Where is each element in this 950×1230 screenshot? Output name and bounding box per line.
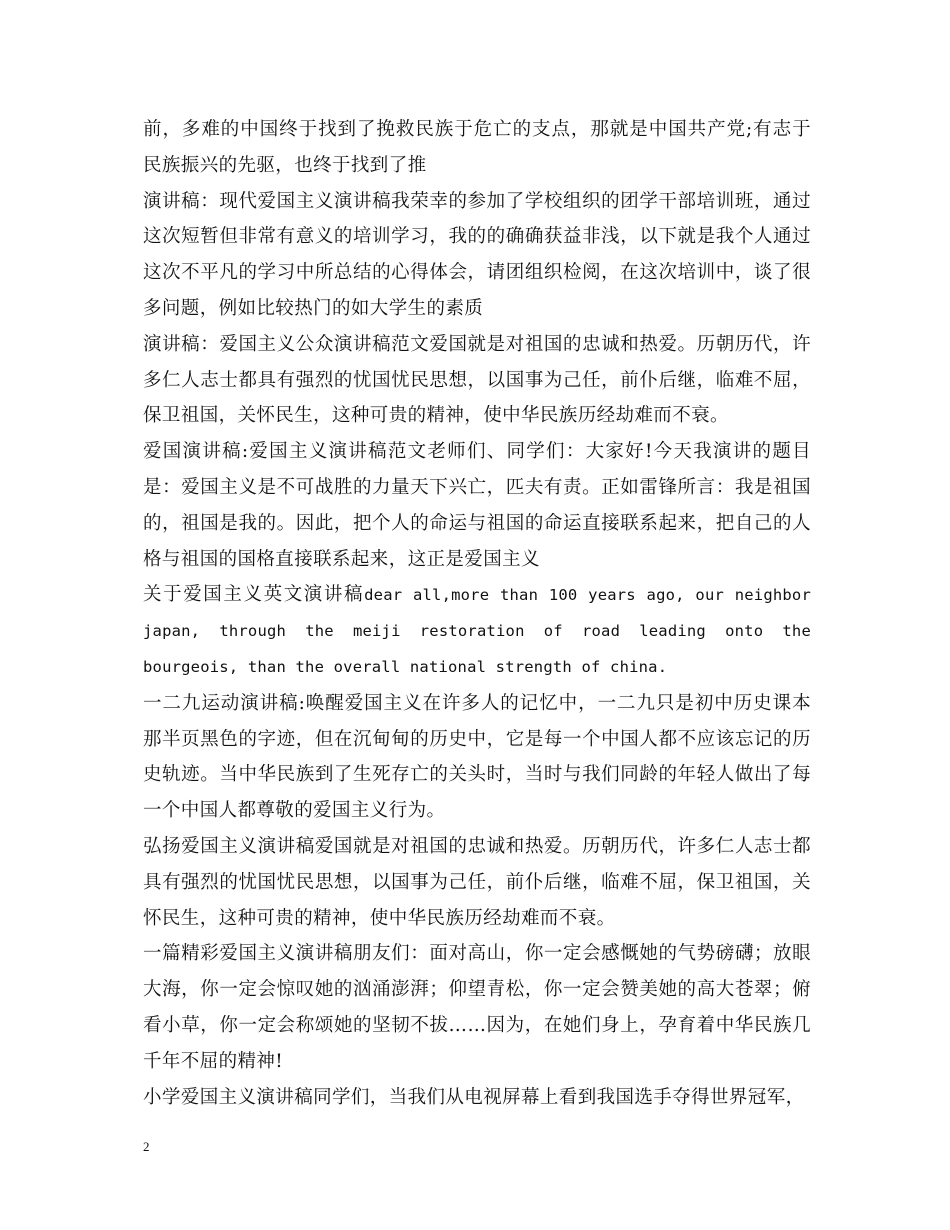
paragraph: 爱国演讲稿:爱国主义演讲稿范文老师们、同学们：大家好!今天我演讲的题目是：爱国主义是不可战胜的力量天下兴亡，匹夫有责。正如雷锋所言：我是祖国的，祖国是我的。因此，把个人的命运与祖国的命运直接联系起来，把自己的人格与祖国的国格直接联系起来，这正是爱国主义 bbox=[143, 441, 811, 570]
paragraph: 演讲稿：爱国主义公众演讲稿范文爱国就是对祖国的忠诚和热爱。历朝历代，许多仁人志士都具有强烈的忧国忧民思想，以国事为己任，前仆后继，临难不屈，保卫祖国，关怀民生，这种可贵的精神，使中华民族历经劫难而不衰。 bbox=[143, 333, 811, 427]
page-number: 2 bbox=[143, 1139, 150, 1154]
paragraph: 小学爱国主义演讲稿同学们，当我们从电视屏幕上看到我国选手夺得世界冠军， bbox=[143, 1086, 805, 1108]
english-speech-text: dear all,more than 100 years ago, our neighbor japan, through the meiji restoration of road leading onto the bourgeois, than the overall national strength of china. bbox=[143, 586, 811, 676]
paragraph: 弘扬爱国主义演讲稿爱国就是对祖国的忠诚和热爱。历朝历代，许多仁人志士都具有强烈的忧国忧民思想，以国事为己任，前仆后继，临难不屈，保卫祖国，关怀民生，这种可贵的精神，使中华民族历经劫难而不衰。 bbox=[143, 835, 811, 929]
paragraph: 演讲稿：现代爱国主义演讲稿我荣幸的参加了学校组织的团学干部培训班，通过这次短暂但非常有意义的培训学习，我的的确确获益非浅，以下就是我个人通过这次不平凡的学习中所总结的心得体会，请团组织检阅，在这次培训中，谈了很多问题，例如比较热门的如大学生的素质 bbox=[143, 190, 811, 319]
body-text bbox=[143, 112, 811, 1115]
english-speech-title: 关于爱国主义英文演讲稿 bbox=[143, 584, 365, 606]
paragraph: 一篇精彩爱国主义演讲稿朋友们：面对高山，你一定会感慨她的气势磅礴；放眼大海，你一定会惊叹她的汹涌澎湃；仰望青松，你一定会赞美她的高大苍翠；俯看小草，你一定会称颂她的坚韧不拔……因为，在她们身上，孕育着中华民族几千年不屈的精神! bbox=[143, 943, 811, 1072]
paragraph: 前，多难的中国终于找到了挽救民族于危亡的支点，那就是中国共产党;有志于民族振兴的先驱，也终于找到了推 bbox=[143, 119, 811, 176]
english-speech-paragraph bbox=[143, 577, 811, 685]
paragraph: 一二九运动演讲稿:唤醒爱国主义在许多人的记忆中，一二九只是初中历史课本那半页黑色的字迹，但在沉甸甸的历史中，它是每一个中国人都不应该忘记的历史轨迹。当中华民族到了生死存亡的关头时，当时与我们同龄的年轻人做出了每一个中国人都尊敬的爱国主义行为。 bbox=[143, 692, 811, 822]
